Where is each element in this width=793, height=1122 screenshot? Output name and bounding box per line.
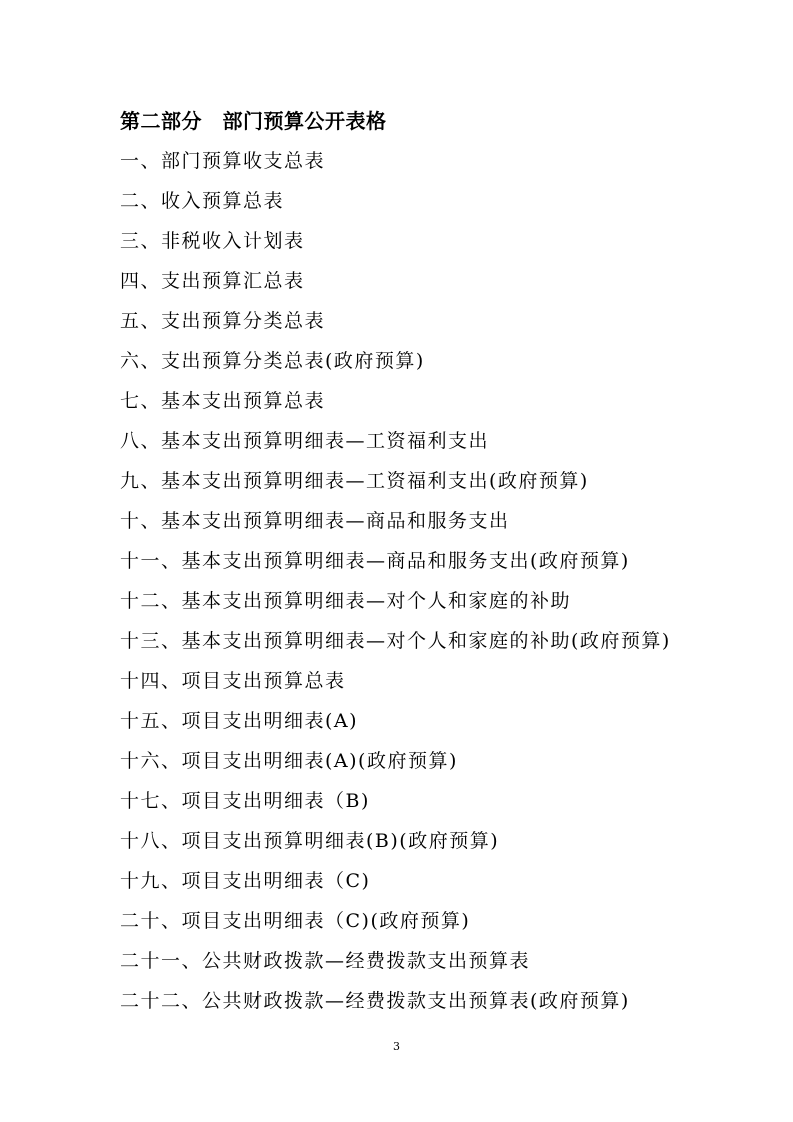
- list-item: 十五、项目支出明细表(A): [120, 710, 359, 732]
- list-item: 十六、项目支出明细表(A)(政府预算): [120, 750, 458, 772]
- list-item: 二十、项目支出明细表（C)(政府预算): [120, 910, 471, 932]
- list-item: 四、支出预算汇总表: [120, 270, 305, 292]
- list-item: 十三、基本支出预算明细表—对个人和家庭的补助(政府预算): [120, 630, 671, 652]
- list-item: 八、基本支出预算明细表—工资福利支出: [120, 430, 490, 452]
- list-item: 二十二、公共财政拨款—经费拨款支出预算表(政府预算): [120, 990, 630, 1012]
- list-item: 三、非税收入计划表: [120, 230, 305, 252]
- list-item: 二、收入预算总表: [120, 190, 285, 212]
- list-item: 七、基本支出预算总表: [120, 390, 326, 412]
- list-item: 十、基本支出预算明细表—商品和服务支出: [120, 510, 510, 532]
- list-item: 十一、基本支出预算明细表—商品和服务支出(政府预算): [120, 550, 630, 572]
- list-item: 一、部门预算收支总表: [120, 150, 326, 172]
- list-item: 二十一、公共财政拨款—经费拨款支出预算表: [120, 950, 531, 972]
- table-list: [120, 144, 671, 1024]
- list-item: 十八、项目支出预算明细表(B)(政府预算): [120, 830, 500, 852]
- list-item: 六、支出预算分类总表(政府预算): [120, 350, 425, 372]
- section-heading: 第二部分 部门预算公开表格: [120, 109, 387, 133]
- list-item: 十七、项目支出明细表（B): [120, 790, 370, 812]
- list-item: 九、基本支出预算明细表—工资福利支出(政府预算): [120, 470, 589, 492]
- list-item: 十二、基本支出预算明细表—对个人和家庭的补助: [120, 590, 572, 612]
- page-number: 3: [393, 1040, 400, 1053]
- list-item: 十九、项目支出明细表（C): [120, 870, 371, 892]
- list-item: 十四、项目支出预算总表: [120, 670, 346, 692]
- list-item: 五、支出预算分类总表: [120, 310, 326, 332]
